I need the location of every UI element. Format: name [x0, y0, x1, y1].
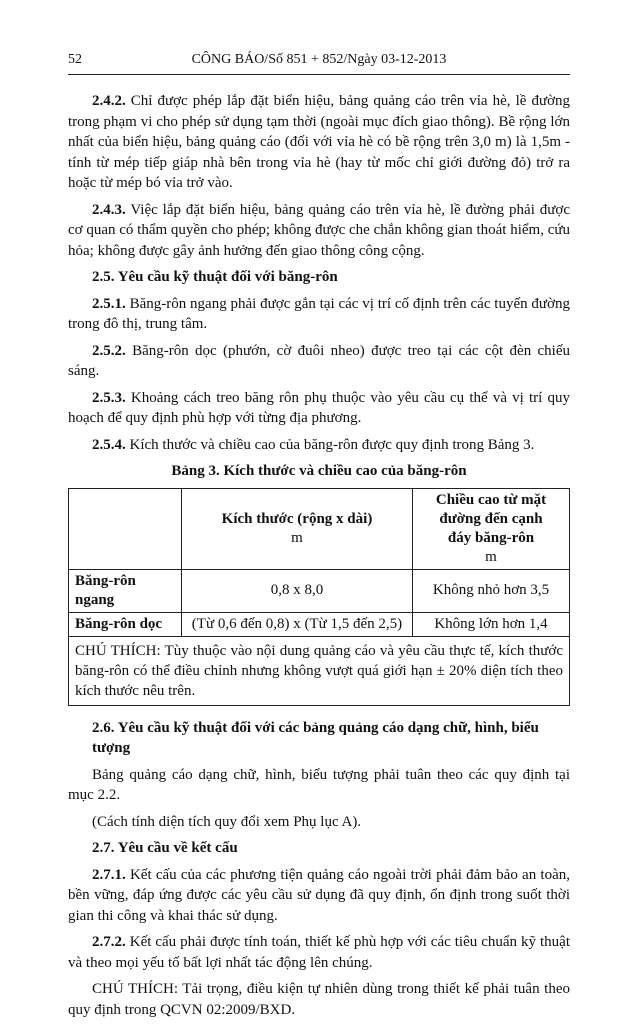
table-caption: Bảng 3. Kích thước và chiều cao của băng-rôn — [171, 463, 467, 479]
clause-number: 2.5.4. — [92, 436, 126, 453]
table-row — [69, 569, 570, 612]
paragraph-text: Khoảng cách treo băng rôn phụ thuộc vào yêu cầu cụ thể và vị trí quy hoạch để quy định phù hợp với từng địa phương. — [68, 389, 570, 426]
paragraph-text: Kết cấu phải được tính toán, thiết kế phù hợp với các tiêu chuẩn kỹ thuật và theo mọi yếu tố bất lợi nhất tác động lên chúng. — [68, 934, 570, 971]
size-unit: m — [291, 529, 303, 546]
paragraph-text: Băng-rôn dọc (phướn, cờ đuôi nheo) được treo tại các cột đèn chiếu sáng. — [68, 342, 570, 379]
empty-header-cell — [69, 488, 182, 569]
clause-number: 2.7.1. — [92, 866, 126, 883]
paragraph-2-4-2 — [68, 91, 570, 194]
page-header — [68, 50, 570, 72]
paragraph-2-5-1 — [68, 294, 570, 335]
clause-number: 2.5.1. — [92, 295, 126, 312]
paragraph-2-5-2 — [68, 341, 570, 382]
table-note-row — [69, 636, 570, 705]
size-header: Kích thước (rộng x dài) — [221, 510, 373, 527]
table-row — [69, 612, 570, 636]
header-divider — [68, 74, 570, 75]
paragraph-text: Chỉ được phép lắp đặt biển hiệu, bảng quảng cáo trên vỉa hè, lề đường trong phạm vi cho phép sử dụng tạm thời (ngoài mục đích giao thông). Bề rộng lớn nhất của biển hiệu, bảng quảng cáo (đối với vỉa hè có bề rộng trên 3,0 m) là 1,5m - tính từ mép tiếp giáp nhà bên trong vỉa hè (hay từ mốc chỉ giới đường đỏ) trở ra hoặc từ mép bó vỉa trở vào. — [68, 93, 570, 191]
paragraph-2-7-2 — [68, 932, 570, 973]
row-label: Băng-rôn ngang — [69, 569, 182, 612]
clause-number: 2.5.2. — [92, 342, 126, 359]
row-label: Băng-rôn dọc — [69, 612, 182, 636]
spacer — [68, 706, 570, 718]
page-number: 52 — [68, 52, 82, 67]
height-unit: m — [485, 548, 497, 565]
row-height: Không lớn hơn 1,4 — [413, 612, 570, 636]
paragraph-2-4-3 — [68, 200, 570, 262]
paragraph-text: Kết cấu của các phương tiện quảng cáo ngoài trời phải đảm bảo an toàn, bền vững, đáp ứng được các yêu cầu sử dụng đã quy định, ổn định trong suốt thời gian thi công và khai thác sử dụng. — [68, 866, 570, 924]
row-size: (Từ 0,6 đến 0,8) x (Từ 1,5 đến 2,5) — [182, 612, 413, 636]
paragraph-2-6: Bảng quảng cáo dạng chữ, hình, biểu tượng phải tuân theo các quy định tại mục 2.2. — [68, 766, 570, 803]
paragraph-text: Băng-rôn ngang phải được gắn tại các vị trí cố định trên các tuyến đường trong đô thị, trung tâm. — [68, 295, 570, 332]
paragraph-2-6-note: (Cách tính diện tích quy đổi xem Phụ lục A). — [92, 813, 362, 830]
paragraph-text: Việc lắp đặt biển hiệu, bảng quảng cáo trên vỉa hè, lề đường phải được cơ quan có thẩm quyền cho phép; không được che chắn không gian thoát hiểm, cứu hỏa; không được gây ảnh hưởng đến giao thông công cộng. — [68, 201, 570, 259]
height-header-cell — [413, 488, 570, 569]
table-header-row — [69, 488, 570, 569]
clause-number: 2.4.3. — [92, 201, 126, 218]
section-heading-2-7: 2.7. Yêu cầu về kết cấu — [92, 840, 238, 856]
row-size: 0,8 x 8,0 — [182, 569, 413, 612]
table-note: CHÚ THÍCH: Tùy thuộc vào nội dung quảng cáo và yêu cầu thực tế, kích thước băng-rôn có thể điều chỉnh nhưng không vượt quá giới hạn ± 20% diện tích theo kích thước nêu trên. — [69, 636, 570, 705]
paragraph-2-5-4 — [68, 435, 570, 456]
size-header-cell — [182, 488, 413, 569]
clause-number: 2.4.2. — [92, 93, 126, 109]
section-heading-2-5: 2.5. Yêu cầu kỹ thuật đối với băng-rôn — [92, 269, 338, 285]
paragraph-text: Kích thước và chiều cao của băng-rôn được quy định trong Bảng 3. — [125, 436, 535, 453]
height-header: Chiều cao từ mặt đường đến cạnh đáy băng-rôn — [435, 491, 547, 546]
section-heading-2-6: 2.6. Yêu cầu kỹ thuật đối với các bảng quảng cáo dạng chữ, hình, biểu tượng — [92, 719, 539, 756]
row-height: Không nhỏ hơn 3,5 — [413, 569, 570, 612]
clause-number: 2.7.2. — [92, 934, 126, 950]
final-note: CHÚ THÍCH: Tải trọng, điều kiện tự nhiên dùng trong thiết kế phải tuân theo quy định trong QCVN 02:2009/BXD. — [68, 981, 570, 1018]
paragraph-2-7-1 — [68, 865, 570, 927]
gazette-title: CÔNG BÁO/Số 851 + 852/Ngày 03-12-2013 — [191, 52, 447, 67]
paragraph-2-5-3 — [68, 388, 570, 429]
clause-number: 2.5.3. — [92, 389, 126, 406]
banner-size-table — [68, 488, 570, 706]
document-body — [68, 91, 570, 1026]
